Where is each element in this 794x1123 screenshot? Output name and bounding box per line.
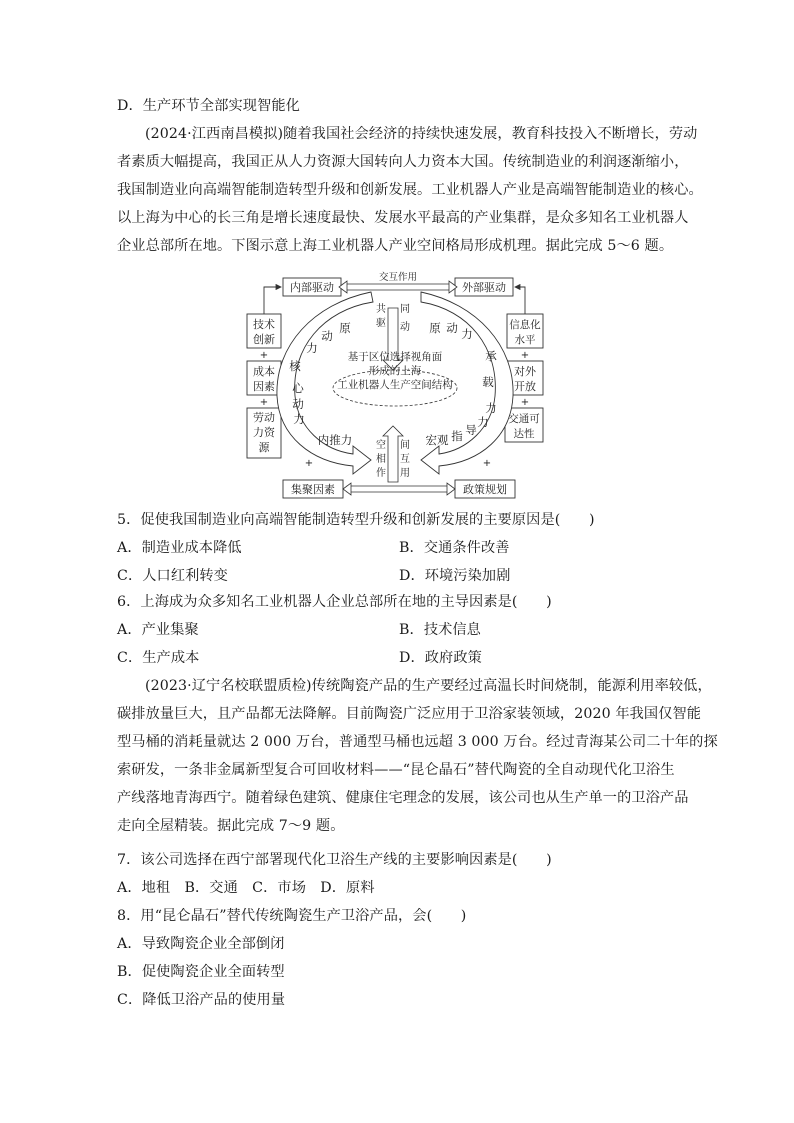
left-connector <box>264 287 281 314</box>
v-zuo: 作 <box>376 468 386 479</box>
passage1-line4: 以上海为中心的长三角是增长速度最快、发展水平最高的产业集群，是众多知名工业机器人 <box>117 210 689 226</box>
q5-option-b[interactable]: B．交通条件改善 <box>399 540 510 556</box>
l-dong: 动 <box>321 329 333 343</box>
q7-stem: 7．该公司选择在西宁部署现代化卫浴生产线的主要影响因素是( ) <box>117 852 552 868</box>
passage2-line3: 型马桶的消耗量就达 2 000 万台，普通型马桶也远超 3 000 万台。经过青海某公司二十年的探 <box>117 734 718 750</box>
cost-2: 因素 <box>253 380 275 393</box>
plus-left-2: + <box>259 397 269 408</box>
passage1-line5: 企业总部所在地。下图示意上海工业机器人产业空间格局形成机理。据此完成 5～6 题。 <box>117 238 674 254</box>
open-1: 对外 <box>514 365 536 378</box>
q5-stem: 5．促使我国制造业向高端智能制造转型升级和创新发展的主要原因是( ) <box>117 512 595 528</box>
passage1-line2: 者素质大幅提高，我国正从人力资源大国转向人力资本大国。传统制造业的利润逐渐缩小， <box>117 154 689 170</box>
q5-option-c[interactable]: C．人口红利转变 <box>117 568 228 584</box>
policy-label: 政策规划 <box>463 483 507 496</box>
plus-bottom-right: + <box>482 458 492 469</box>
passage1-line1: (2024·江西南昌模拟)随着我国社会经济的持续快速发展，教育科技投入不断增长，劳动 <box>145 126 698 142</box>
info-1: 信息化 <box>509 319 541 331</box>
l-dong2: 动 <box>292 397 304 411</box>
q6-option-a[interactable]: A．产业集聚 <box>117 622 199 638</box>
r-li3: 力 <box>477 415 489 429</box>
plus-right-1: + <box>520 350 530 361</box>
l-li2: 力 <box>293 412 305 426</box>
labor-2: 力资 <box>253 426 275 439</box>
center-text-2: 形成的上海 <box>368 365 422 377</box>
r-li2: 力 <box>485 401 497 415</box>
r-macro: 宏观 <box>425 433 449 447</box>
v-kong: 空 <box>376 440 386 451</box>
r-dong: 动 <box>446 321 458 335</box>
v-qu: 驱 <box>376 318 386 329</box>
q8-option-a[interactable]: A．导致陶瓷企业全部倒闭 <box>117 936 285 952</box>
q6-stem: 6．上海成为众多知名工业机器人企业总部所在地的主导因素是( ) <box>117 594 552 610</box>
top-interaction-label: 交互作用 <box>378 272 418 283</box>
v-gong: 共 <box>376 304 386 315</box>
v-dong: 动 <box>400 322 410 333</box>
l-he: 核 <box>289 359 301 373</box>
v-jian: 间 <box>400 440 410 451</box>
q5-option-d[interactable]: D．环境污染加剧 <box>399 568 511 584</box>
q8-option-b[interactable]: B．促使陶瓷企业全面转型 <box>117 964 285 980</box>
labor-1: 劳动 <box>253 411 275 424</box>
v-tong: 同 <box>400 304 410 315</box>
q6-option-b[interactable]: B．技术信息 <box>399 622 481 638</box>
q8-option-c[interactable]: C．降低卫浴产品的使用量 <box>117 992 286 1008</box>
r-yuan: 原 <box>429 321 441 335</box>
r-li: 力 <box>461 327 473 341</box>
passage2-line6: 走向全屋精装。据此完成 7～9 题。 <box>117 818 345 834</box>
open-2: 开放 <box>514 380 536 393</box>
labor-3: 源 <box>258 441 270 454</box>
l-li: 力 <box>306 341 318 355</box>
q8-stem: 8．用“昆仑晶石”替代传统陶瓷生产卫浴产品，会( ) <box>117 908 467 924</box>
center-text-3: 工业机器人生产空间结构 <box>337 379 453 391</box>
mechanism-diagram <box>243 268 545 504</box>
r-zai: 载 <box>482 375 494 389</box>
q6-option-d[interactable]: D．政府政策 <box>399 650 482 666</box>
q6-option-c[interactable]: C．生产成本 <box>117 650 200 666</box>
agglomeration-label: 集聚因素 <box>291 483 335 496</box>
l-inner-push: 内推力 <box>317 433 353 447</box>
passage2-line4: 索研发，一条非金属新型复合可回收材料——“昆仑晶石”替代陶瓷的全自动现代化卫浴生 <box>117 762 675 778</box>
v-hu: 互 <box>400 454 410 465</box>
q7-options[interactable]: A．地租 B．交通 C．市场 D．原料 <box>117 880 375 896</box>
passage2-line5: 产线落地青海西宁。随着绿色建筑、健康住宅理念的发展，该公司也从生产单一的卫浴产品 <box>117 790 689 806</box>
v-yong: 用 <box>400 468 410 479</box>
v-xiang: 相 <box>376 454 386 465</box>
external-drive-label: 外部驱动 <box>462 281 506 294</box>
tech-2: 创新 <box>253 333 275 346</box>
cost-1: 成本 <box>253 365 275 378</box>
trans-2: 达性 <box>513 428 535 440</box>
passage1-line3: 我国制造业向高端智能制造转型升级和创新发展。工业机器人产业是高端智能制造业的核心。 <box>117 182 703 198</box>
right-connector <box>515 287 525 314</box>
l-xin: 心 <box>292 381 304 395</box>
line-option-d: D．生产环节全部实现智能化 <box>117 98 300 114</box>
passage2-line1: (2023·辽宁名校联盟质检)传统陶瓷产品的生产要经过高温长时间烧制，能源利用率较低， <box>145 678 712 694</box>
plus-bottom-left: + <box>304 458 314 469</box>
center-text-1: 基于区位选择视角面 <box>347 351 443 363</box>
plus-right-2: + <box>520 397 530 408</box>
trans-1: 交通可 <box>508 413 540 425</box>
bottom-interaction-arrow <box>343 483 455 495</box>
r-dao: 导 <box>465 423 477 437</box>
tech-1: 技术 <box>253 318 275 331</box>
internal-drive-label: 内部驱动 <box>290 281 334 294</box>
info-2: 水平 <box>514 334 536 346</box>
r-cheng: 承 <box>485 349 497 363</box>
q5-option-a[interactable]: A．制造业成本降低 <box>117 540 242 556</box>
l-yuan: 原 <box>339 321 351 335</box>
plus-left-1: + <box>259 350 269 361</box>
passage2-line2: 碳排放量巨大，且产品都无法降解。目前陶瓷广泛应用于卫浴家装领域，2020 年我国仅智能 <box>117 706 702 722</box>
r-zhi: 指 <box>451 429 463 443</box>
